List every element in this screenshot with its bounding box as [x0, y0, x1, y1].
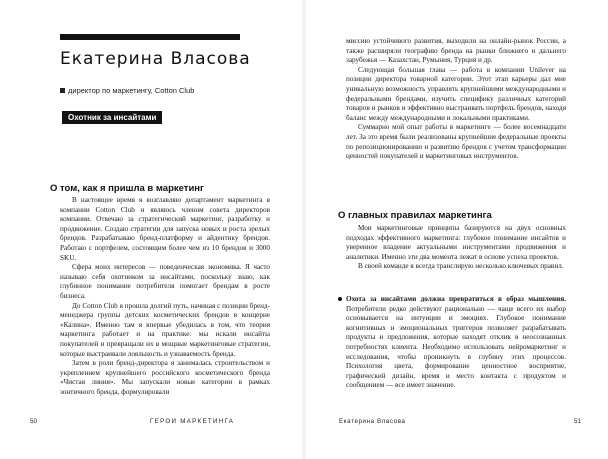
- section-heading: О главных правилах маркетинга: [338, 210, 492, 221]
- paragraph: миссию устойчивого развития, выходили на онлайн-рынок России, а также расширяли географию бренда на рынки ближнего и дальнего зарубежья — Казахстан, Румыния, Турция и др.: [346, 37, 566, 65]
- running-head: Екатерина Власова: [339, 418, 406, 425]
- paragraph: В своей команде я всегда транслирую несколько ключевых правил.: [358, 262, 564, 271]
- bullet-text: Потребители редко действуют рационально — чаще всего их выбор основывается на интуиции и эмоциях. Глубокое понимание когнитивных и эмоциональных триггеров позволяет разрабатывать продукты и предложения, которые находят отклик в неосознанных потребностях клиента. Необходимо использовать нейромаркетинг и исследования, чтобы проникнуть в глубину этих процессов. Психология цвета, формирование ценностное восприятие, графический дизайн, время и место контакта с продуктом и сообщением — все имеет значение.: [346, 304, 566, 390]
- left-page: [0, 0, 302, 459]
- page-number: 50: [30, 418, 37, 425]
- bullet-lead: Охота за инсайтами должна превратиться в образ мышления.: [346, 295, 566, 303]
- paragraph: До Cotton Club я прошла долгий путь, начиная с позиции бренд-менеджера группы детских косметических брендов в концерне «Калина». Именно там я впервые убедилась в том, что теория маркетинга работает и на практике: мы искали инсайты покупателей и превращали их в мощные маркетинговые стратегии, которые выстраивали лояльность и узнаваемость бренда.: [60, 301, 270, 358]
- section-heading: О том, как я пришла в маркетинг: [50, 183, 204, 194]
- author-name: Екатерина Власова: [60, 49, 251, 69]
- running-head: ГЕРОИ МАРКЕТИНГА: [150, 418, 235, 425]
- paragraph: Затем в роли бренд-директора я занималась строительством и укреплением крупнейшего российского косметического бренда «Чистая линия». Мы запускали новые категории в рамках зонтичного бренда, формулировали: [60, 359, 270, 396]
- bullet-item: [346, 295, 566, 391]
- square-bullet-icon: [60, 88, 65, 93]
- paragraph: Суммарно мой опыт работы в маркетинге — более восемнадцати лет. За это время были реализованы крупнейшие федеральные проекты по репозиционированию и развитию брендов с учетом трансформации ценностей покупателей и маркетинговых инструментов.: [346, 123, 566, 161]
- section-chip: Охотник за инсайтами: [62, 111, 162, 124]
- bullet-dot-icon: [338, 297, 342, 301]
- author-role-text: директор по маркетингу, Cotton Club: [68, 86, 195, 95]
- right-page: [306, 0, 608, 459]
- body-text: [346, 224, 566, 272]
- body-text: [60, 196, 270, 397]
- page-number: 51: [574, 418, 581, 425]
- paragraph: В настоящее время я возглавляю департамент маркетинга в компании Cotton Club и являюсь членом совета директоров компании. Отвечаю за стратегический маркетинг, разработку и продвижение. Создаю стратегии для запуска новых и роста зрелых брендов. Разрабатываю бренд-платформу и айдентику брендов. Работаю с портфелем, состоящим более чем из 10 брендов и 3000 SKU.: [60, 196, 270, 262]
- body-text: [346, 37, 566, 162]
- paragraph: Сфера моих интересов — поведенческая экономика. Я часто называю себя охотником за инсайтами, поскольку знаю, как глубинное понимание потребителя помогает брендам в росте бизнеса.: [60, 263, 270, 300]
- author-role: [60, 86, 194, 95]
- paragraph: Мои маркетинговые принципы базируются на двух основных подходах эффективного маркетинга: глубокое понимание инсайтов и уверенное владение актуальными инструментами продвижения и аналитики. Именно эти два момента лежат в основе успеха проектов.: [346, 224, 566, 261]
- paragraph: [346, 295, 566, 391]
- paragraph: Следующая большая глава — работа в компании Unilever на позиции директора товарной категории. Этот этап карьеры дал мне уникальную возможность управлять крупнейшими международными и федеральными брендами, изучить специфику различных категорий товаров и рынков и эффективно выстраивать портфель брендов, находя баланс между международными и локальными практиками.: [346, 65, 566, 122]
- title-rule: [60, 34, 240, 40]
